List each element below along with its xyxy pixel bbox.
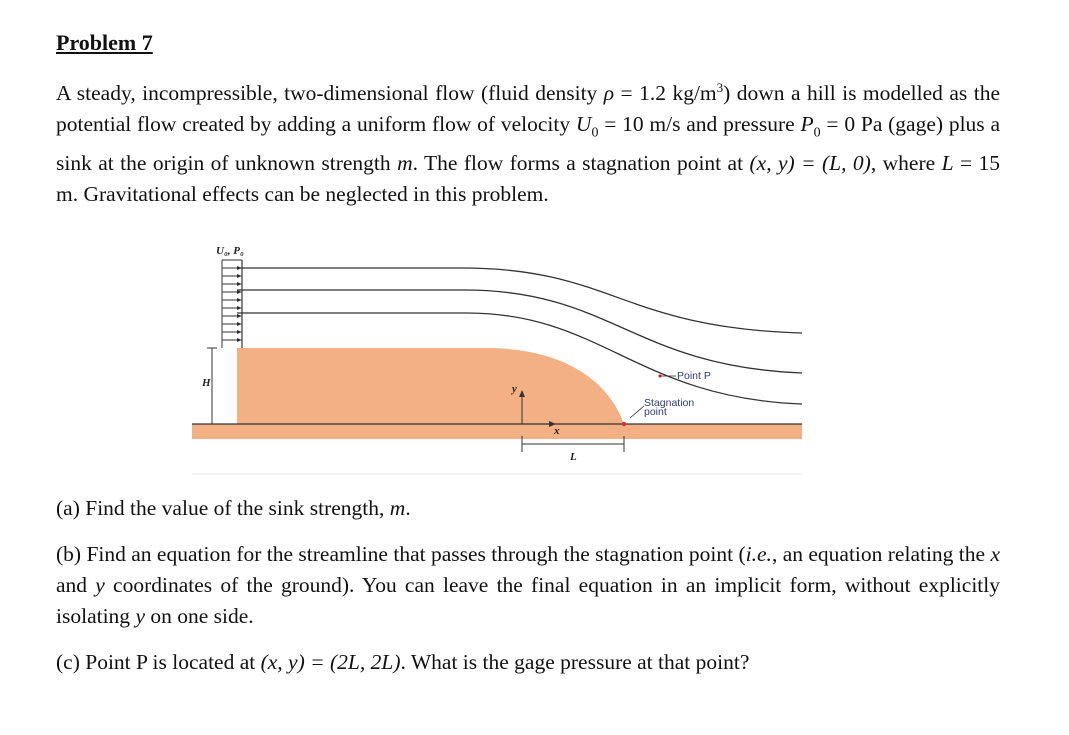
point-p-label: Point P <box>677 370 711 382</box>
hill-ground <box>192 348 802 439</box>
problem-title: Problem 7 <box>56 30 153 55</box>
h-label: H <box>202 377 211 389</box>
x-axis-label: x <box>554 425 560 437</box>
streamline-1 <box>237 268 802 333</box>
question-b: (b) Find an equation for the streamline that passes through the stagnation point (i.e., an equation relating the x and y coordinates of the ground). You can leave the final equation in an implicit form, without explicitly isolating y on one side. <box>56 542 1000 628</box>
stagnation-label: Stagnation point <box>644 397 695 418</box>
inflow-velocity-profile <box>222 260 242 348</box>
problem-statement: A steady, incompressible, two-dimensional flow (fluid density ρ = 1.2 $kg/m^3$) down a hill is modelled as the potential flow created by adding a uniform flow of velocity $U_0 = 10$ m/s and pressure $P_0 = 0$ Pa (gage) plus a sink at the origin of unknown strength m. The flow forms a stagnation point at (x, y) = (L, 0), where L = 15 m. Gravitational effects can be neglected in this problem. <box>56 80 1001 207</box>
question-c: (c) Point P is located at (x, y) = (2L, 2L). What is the gage pressure at that point? <box>56 650 750 674</box>
stagnation-leader <box>630 406 644 418</box>
flow-diagram <box>192 238 807 478</box>
inflow-label: U₀, P₀ <box>216 245 244 257</box>
stagnation-dot <box>622 422 626 426</box>
y-axis-label: y <box>512 383 517 395</box>
l-label: L <box>570 451 577 463</box>
question-a: (a) Find the value of the sink strength, m. <box>56 496 411 520</box>
